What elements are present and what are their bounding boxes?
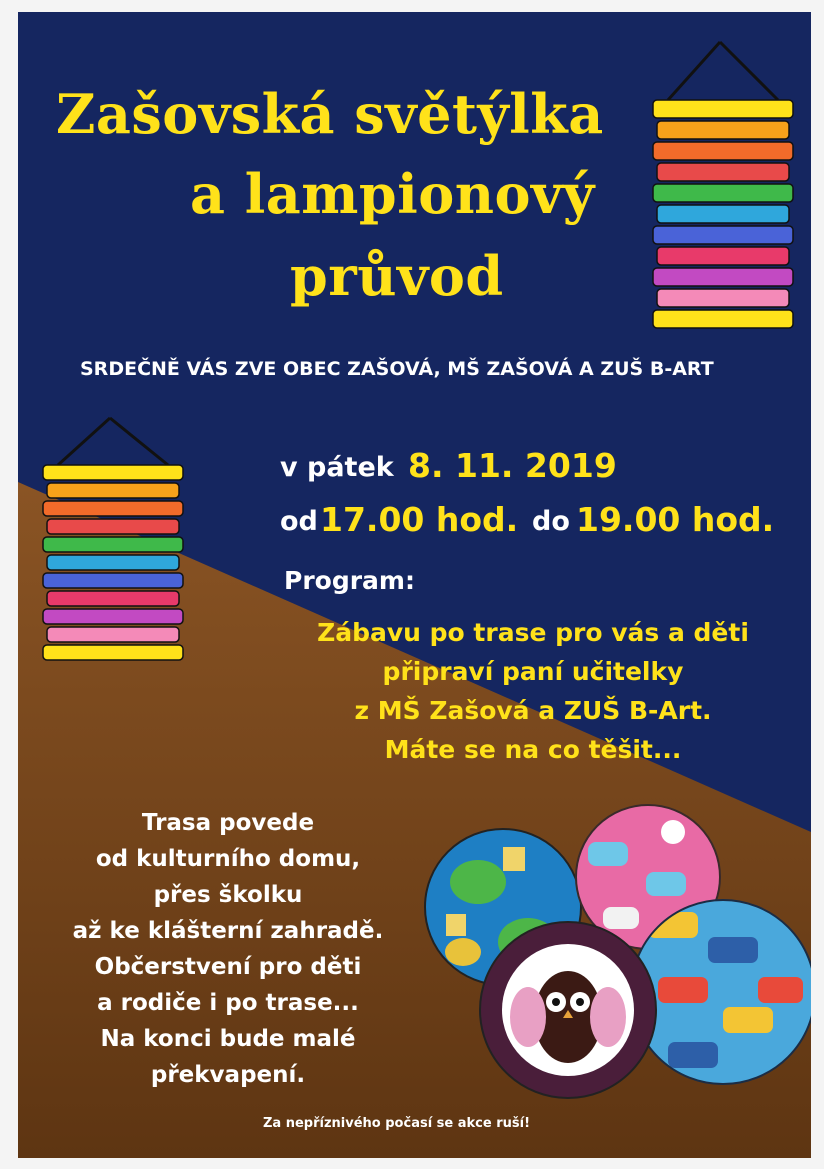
program-line-3: z MŠ Zašová a ZUŠ B-Art. — [354, 696, 712, 725]
lantern-stripe — [653, 184, 793, 202]
route-line-1: Trasa povede — [141, 810, 315, 836]
lantern-stripe — [43, 609, 183, 624]
lantern-stripe — [653, 226, 793, 244]
time-from-label: od — [280, 506, 318, 537]
program-line-1: Zábavu po trase pro vás a děti — [317, 618, 749, 647]
lantern-top-right-icon — [638, 32, 808, 332]
lantern-stripe — [653, 268, 793, 286]
lantern-stripe — [43, 465, 183, 480]
lantern-stripe — [657, 247, 789, 265]
lantern-left-icon — [28, 410, 198, 680]
lantern-stripe — [47, 555, 179, 570]
route-line-7: Na konci bude malé — [100, 1026, 356, 1052]
lantern-stripe — [657, 205, 789, 223]
route-line-5: Občerstvení pro děti — [94, 954, 362, 980]
title-line-2: a lampionový — [190, 162, 595, 226]
lantern-stripe — [653, 142, 793, 160]
poster — [18, 12, 811, 1158]
time-to-value: 19.00 hod. — [576, 500, 775, 539]
time-from-value: 17.00 hod. — [320, 500, 519, 539]
lantern-stripe — [657, 163, 789, 181]
weather-note: Za nepříznivého počasí se akce ruší! — [263, 1116, 531, 1131]
lantern-stripe — [47, 591, 179, 606]
title-line-3: průvod — [290, 244, 504, 308]
paper-lanterns-photo — [418, 802, 811, 1102]
lantern-stripe — [47, 627, 179, 642]
program-heading: Program: — [284, 566, 415, 595]
title-line-1: Zašovská světýlka — [56, 82, 604, 146]
route-line-2: od kulturního domu, — [95, 846, 361, 872]
lantern-stripe — [657, 289, 789, 307]
lantern-stripe — [47, 483, 179, 498]
lantern-stripe — [657, 121, 789, 139]
lantern-stripe — [47, 519, 179, 534]
date-value: 8. 11. 2019 — [408, 446, 617, 485]
invitation-text: SRDEČNĚ VÁS ZVE OBEC ZAŠOVÁ, MŠ ZAŠOVÁ A ZUŠ B-ART — [80, 358, 714, 380]
route-line-6: a rodiče i po trase... — [97, 990, 359, 1016]
route-line-8: překvapení. — [150, 1062, 306, 1088]
route-line-4: až ke klášterní zahradě. — [72, 918, 384, 944]
lantern-stripe — [653, 100, 793, 118]
cars-lantern-icon — [631, 900, 811, 1084]
program-line-2: připraví paní učitelky — [382, 657, 684, 686]
owl-lantern-icon — [480, 922, 656, 1098]
lantern-stripe — [653, 310, 793, 328]
lantern-stripe — [43, 537, 183, 552]
lantern-stripe — [43, 573, 183, 588]
time-to-label: do — [532, 506, 570, 537]
date-prefix: v pátek — [280, 452, 394, 483]
lantern-stripe — [43, 645, 183, 660]
program-line-4: Máte se na co těšit... — [384, 735, 682, 764]
lantern-stripe — [43, 501, 183, 516]
route-line-3: přes školku — [153, 882, 303, 908]
